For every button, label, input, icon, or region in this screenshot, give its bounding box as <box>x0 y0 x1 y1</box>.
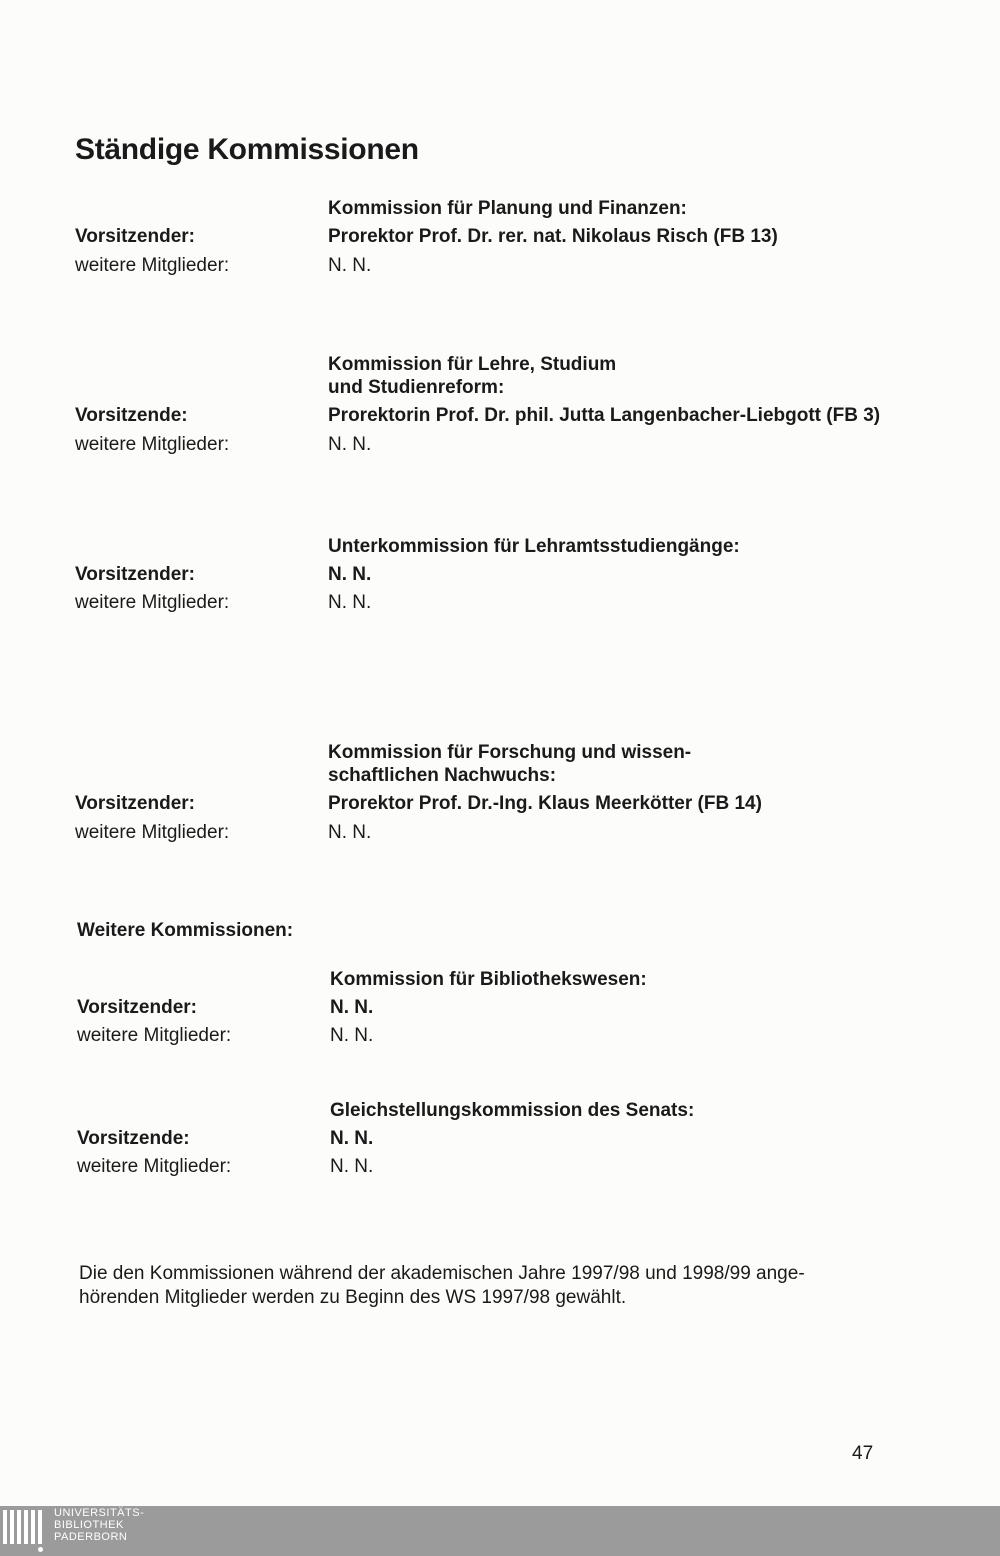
page-number: 47 <box>852 1443 874 1464</box>
commission-heading-line: schaftlichen Nachwuchs: <box>328 765 557 786</box>
chair-label: Vorsitzender: <box>75 564 196 585</box>
library-logo-icon <box>0 1506 52 1556</box>
footnote-line: Die den Kommissionen während der akademischen Jahre 1997/98 und 1998/99 ange- <box>79 1263 805 1284</box>
library-name-line: BIBLIOTHEK <box>54 1519 124 1531</box>
members-value: N. N. <box>330 1025 374 1046</box>
chair-label: Vorsitzender: <box>75 226 196 247</box>
chair-value: N. N. <box>328 564 372 585</box>
commission-heading: Kommission für Bibliothekswesen: <box>330 969 647 990</box>
footnote <box>79 1262 899 1310</box>
section-title: Weitere Kommissionen: <box>77 920 294 941</box>
library-banner <box>0 1506 1000 1556</box>
members-value: N. N. <box>328 822 372 843</box>
library-name <box>54 1507 144 1543</box>
members-label: weitere Mitglieder: <box>75 822 230 843</box>
chair-label: Vorsitzende: <box>75 405 188 426</box>
members-label: weitere Mitglieder: <box>75 434 230 455</box>
members-value: N. N. <box>328 592 372 613</box>
chair-label: Vorsitzende: <box>77 1128 190 1149</box>
chair-value: Prorektorin Prof. Dr. phil. Jutta Langenbacher-Liebgott (FB 3) <box>328 405 881 426</box>
commission-heading <box>328 741 748 787</box>
members-value: N. N. <box>330 1156 374 1177</box>
commission-heading: Gleichstellungskommission des Senats: <box>330 1100 695 1121</box>
commission-heading <box>328 535 748 558</box>
chair-value: N. N. <box>330 1128 374 1149</box>
members-value: N. N. <box>328 434 372 455</box>
commission-heading-line: Kommission für Lehre, Studium <box>328 354 617 375</box>
chair-value: N. N. <box>330 997 374 1018</box>
library-name-line: UNIVERSITÄTS- <box>54 1507 145 1519</box>
commission-heading <box>328 353 748 399</box>
members-label: weitere Mitglieder: <box>75 255 230 276</box>
commission-heading-line: Kommission für Forschung und wissen- <box>328 742 692 763</box>
footnote-line: hörenden Mitglieder werden zu Beginn des WS 1997/98 gewählt. <box>79 1287 627 1308</box>
chair-value: Prorektor Prof. Dr.-Ing. Klaus Meerkötter (FB 14) <box>328 793 762 814</box>
chair-label: Vorsitzender: <box>75 793 196 814</box>
commission-heading-line: Unterkommission für Lehramtsstudiengänge: <box>328 536 740 557</box>
commission-heading <box>328 197 748 220</box>
members-value: N. N. <box>328 255 372 276</box>
commission-heading-line: und Studienreform: <box>328 377 505 398</box>
chair-label: Vorsitzender: <box>77 997 198 1018</box>
library-name-line: PADERBORN <box>54 1531 128 1543</box>
page-title: Ständige Kommissionen <box>75 133 419 166</box>
members-label: weitere Mitglieder: <box>77 1156 232 1177</box>
members-label: weitere Mitglieder: <box>77 1025 232 1046</box>
chair-value: Prorektor Prof. Dr. rer. nat. Nikolaus Risch (FB 13) <box>328 226 778 247</box>
members-label: weitere Mitglieder: <box>75 592 230 613</box>
commission-heading-line: Kommission für Planung und Finanzen: <box>328 198 687 219</box>
